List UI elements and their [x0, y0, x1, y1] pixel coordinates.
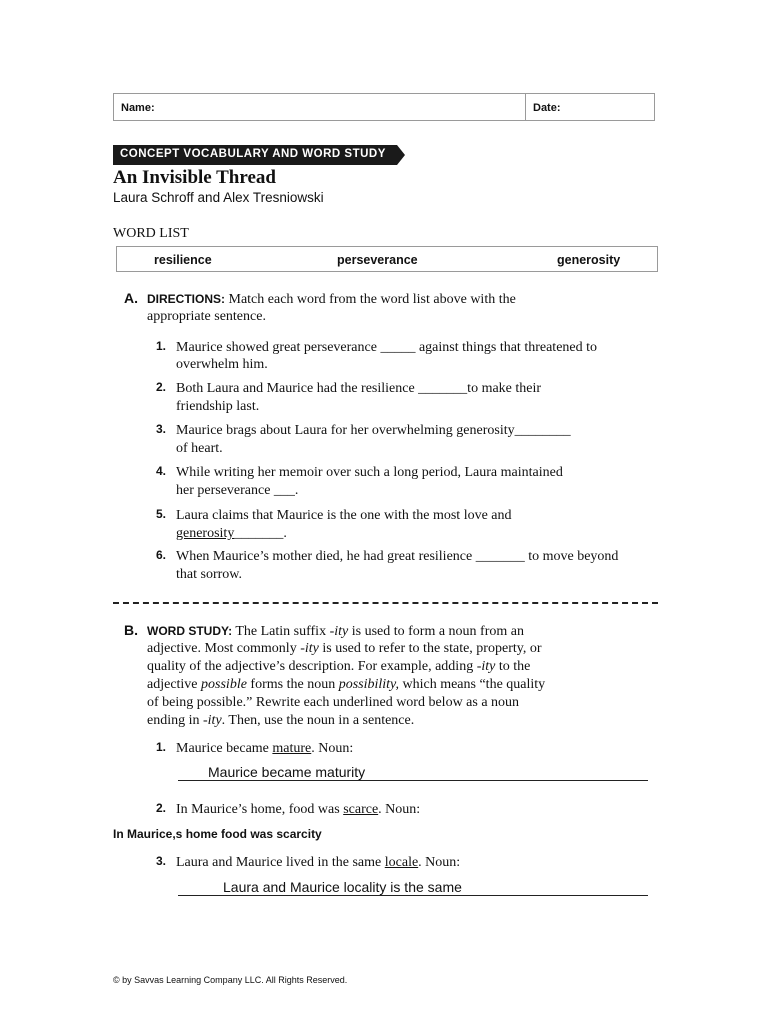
section-a-letter: A.	[124, 290, 138, 306]
section-banner	[113, 145, 397, 165]
name-date-divider	[525, 94, 526, 120]
suffix: -ity	[300, 641, 319, 656]
prompt-text: . Noun:	[418, 855, 461, 870]
name-date-box	[113, 93, 655, 121]
cut-line	[113, 602, 658, 604]
directions-line2: appropriate sentence.	[147, 309, 266, 324]
word-resilience: resilience	[154, 253, 212, 267]
item-number: 1.	[155, 339, 166, 353]
word-study-label: WORD STUDY:	[147, 624, 233, 638]
item-number: 4.	[155, 464, 166, 478]
prompt-text: Laura and Maurice lived in the same	[176, 855, 385, 870]
section-b-letter: B.	[124, 622, 138, 638]
answer-line	[178, 780, 648, 781]
item-number: 6.	[155, 548, 166, 562]
word-generosity: generosity	[557, 253, 621, 267]
item-number: 3.	[155, 422, 166, 436]
directions-line1: Match each word from the word list above with the	[228, 292, 516, 307]
banner-text: CONCEPT VOCABULARY AND WORD STUDY	[120, 148, 386, 160]
section-a-directions	[147, 290, 516, 309]
word-perseverance: perseverance	[337, 253, 418, 267]
item-line: Both Laura and Maurice had the resilience _______to make their	[176, 381, 542, 396]
word-list-heading: WORD LIST	[113, 226, 189, 241]
answer-text: Laura and Maurice locality is the same	[223, 879, 462, 895]
noun-example: possibility,	[338, 677, 399, 692]
word-study-line: adjective possible forms the noun possibility, which means “the quality	[147, 677, 546, 692]
prompt-text: In Maurice’s home, food was	[176, 802, 344, 817]
item-line: Maurice brags about Laura for her overwhelming generosity________	[176, 423, 571, 438]
authors: Laura Schroff and Alex Tresniowski	[113, 190, 324, 205]
word-list-box	[116, 246, 658, 272]
item-line: of heart.	[176, 441, 223, 456]
item-line: Maurice showed great perseverance _____ against things that threatened to	[176, 340, 598, 355]
item-line: that sorrow.	[176, 567, 242, 582]
item-line: her perseverance ___.	[176, 483, 299, 498]
suffix: -ity	[329, 624, 349, 639]
word-study-prompt	[176, 854, 460, 872]
word-study-line: ending in -ity. Then, use the noun in a sentence.	[147, 713, 415, 728]
copyright-footer: © by Savvas Learning Company LLC. All Rights Reserved.	[113, 975, 348, 985]
name-label: Name:	[121, 102, 155, 114]
answer-line	[178, 895, 648, 896]
item-number: 5.	[155, 507, 166, 521]
item-line: friendship last.	[176, 399, 260, 414]
item-line: overwhelm him.	[176, 357, 268, 372]
item-line	[176, 525, 287, 543]
item-line: While writing her memoir over such a long period, Laura maintained	[176, 465, 563, 480]
banner-arrow-icon	[397, 145, 405, 165]
item-number: 3.	[155, 854, 166, 868]
word-study-line: quality of the adjective’s description. For example, adding -ity to the	[147, 659, 531, 674]
word-study-prompt	[176, 740, 353, 758]
item-number: 2.	[155, 380, 166, 394]
directions-label: DIRECTIONS:	[147, 292, 225, 306]
underlined-word: locale	[384, 855, 419, 870]
prompt-text: . Noun:	[378, 802, 421, 817]
word-study-prompt	[176, 801, 420, 819]
page-title: An Invisible Thread	[113, 167, 276, 188]
date-label: Date:	[533, 102, 561, 114]
underlined-word: generosity	[176, 526, 235, 541]
answer-text: Maurice became maturity	[208, 764, 366, 780]
item-line: Laura claims that Maurice is the one with the most love and	[176, 508, 512, 523]
word-study-line: of being possible.” Rewrite each underlined word below as a noun	[147, 695, 520, 710]
adjective-example: possible	[201, 677, 247, 692]
blank: _______.	[234, 526, 287, 541]
answer-text: In Maurice,s home food was scarcity	[113, 827, 322, 841]
underlined-word: scarce	[343, 802, 379, 817]
suffix: -ity	[476, 659, 496, 674]
word-study-line: adjective. Most commonly -ity is used to refer to the state, property, or	[147, 641, 542, 656]
item-number: 1.	[155, 740, 166, 754]
prompt-text: Maurice became	[176, 741, 273, 756]
suffix: -ity	[203, 713, 222, 728]
item-line: When Maurice’s mother died, he had great resilience _______ to move beyond	[176, 549, 619, 564]
word-study-line: WORD STUDY: The Latin suffix -ity is used to form a noun from an	[147, 624, 524, 639]
item-number: 2.	[155, 801, 166, 815]
underlined-word: mature	[272, 741, 312, 756]
prompt-text: . Noun:	[311, 741, 354, 756]
